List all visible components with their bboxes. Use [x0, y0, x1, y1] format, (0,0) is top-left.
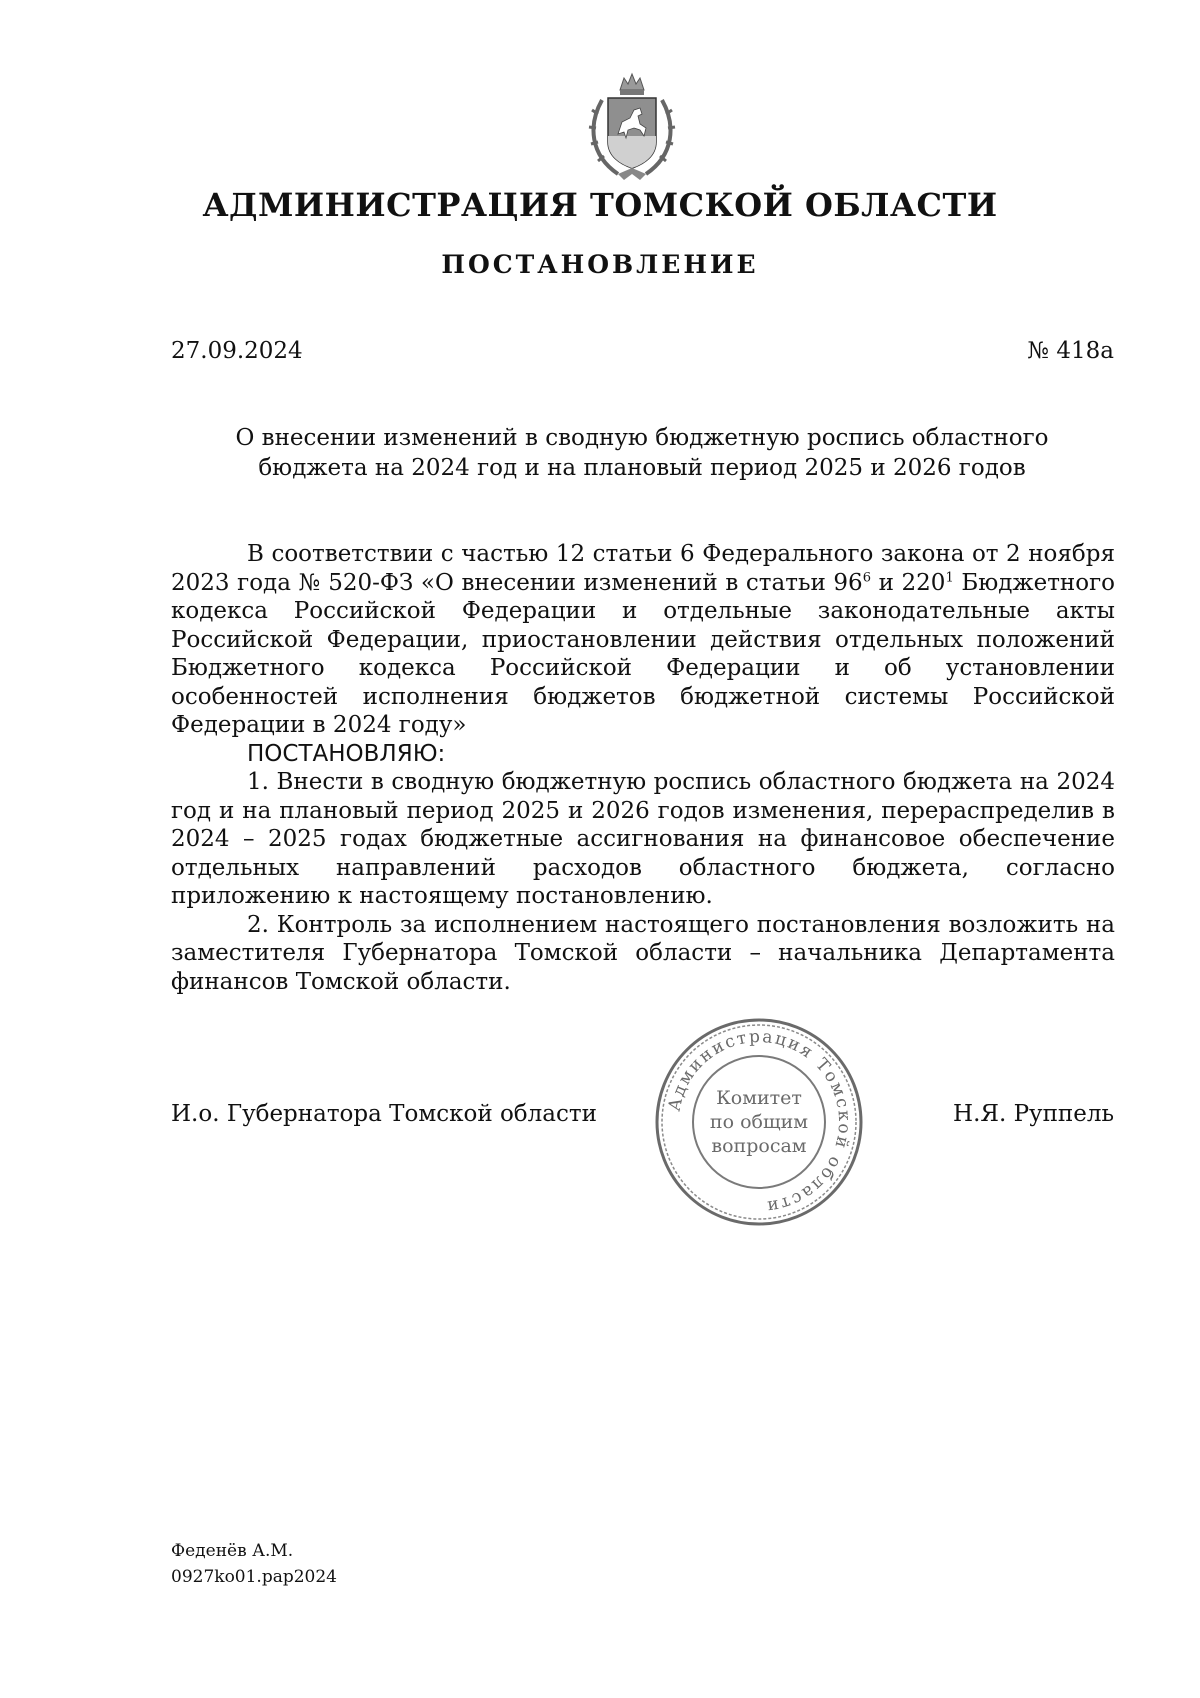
stamp-line: вопросам: [711, 1135, 807, 1157]
document-footer: [171, 1538, 337, 1590]
document-body: [171, 540, 1115, 996]
signer-role: И.о. Губернатора Томской области: [171, 1101, 597, 1127]
executor-name: Феденёв А.М.: [171, 1541, 294, 1561]
preamble-text: В соответствии с частью 12 статьи 6 Федерального закона от 2 ноября 2023 года № 520-ФЗ «О внесении изменений в статьи 96: [171, 541, 1115, 596]
document-subject: [170, 423, 1114, 483]
document-type: ПОСТАНОВЛЕНИЕ: [441, 250, 759, 279]
subject-line: О внесении изменений в сводную бюджетную роспись областного: [235, 425, 1049, 451]
document-date: 27.09.2024: [171, 338, 303, 364]
tomsk-coat-of-arms-icon: [584, 70, 680, 184]
superscript: 6: [862, 569, 871, 585]
document-number: № 418а: [1027, 338, 1114, 364]
preamble-text: Бюджетного кодекса Российской Федерации и отдельные законодательные акты Российской Федерации, приостановлении действия отдельных положений Бюджетного кодекса Российской Федерации и об установлении особенностей исполнения бюджетов бюджетной системы Российской Федерации в 2024 году»: [171, 569, 1116, 738]
stamp-ring-text: Администрация Томской области: [664, 1026, 855, 1217]
decree-word: ПОСТАНОВЛЯЮ:: [247, 740, 446, 767]
official-stamp: [653, 1016, 865, 1228]
decree-item-2: 2. Контроль за исполнением настоящего постановления возложить на заместителя Губернатора Томской области – начальника Департамента финансов Томской области.: [171, 911, 1115, 995]
stamp-line: по общим: [709, 1111, 809, 1133]
preamble-paragraph: [171, 540, 1115, 740]
preamble-text: и 220: [870, 569, 946, 596]
organization-title: АДМИНИСТРАЦИЯ ТОМСКОЙ ОБЛАСТИ: [202, 186, 998, 224]
signer-name: Н.Я. Руппель: [953, 1101, 1114, 1127]
file-code: 0927ko01.pap2024: [171, 1567, 337, 1587]
superscript: 1: [945, 569, 954, 585]
decree-item-1: 1. Внести в сводную бюджетную роспись областного бюджета на 2024 год и на плановый период 2025 и 2026 годов изменения, перераспределив в 2024 – 2025 годах бюджетные ассигнования на финансовое обеспечение отдельных направлений расходов областного бюджета, согласно приложению к настоящему постановлению.: [171, 769, 1115, 909]
subject-line: бюджета на 2024 год и на плановый период 2025 и 2026 годов: [258, 455, 1026, 481]
stamp-line: Комитет: [716, 1087, 802, 1109]
